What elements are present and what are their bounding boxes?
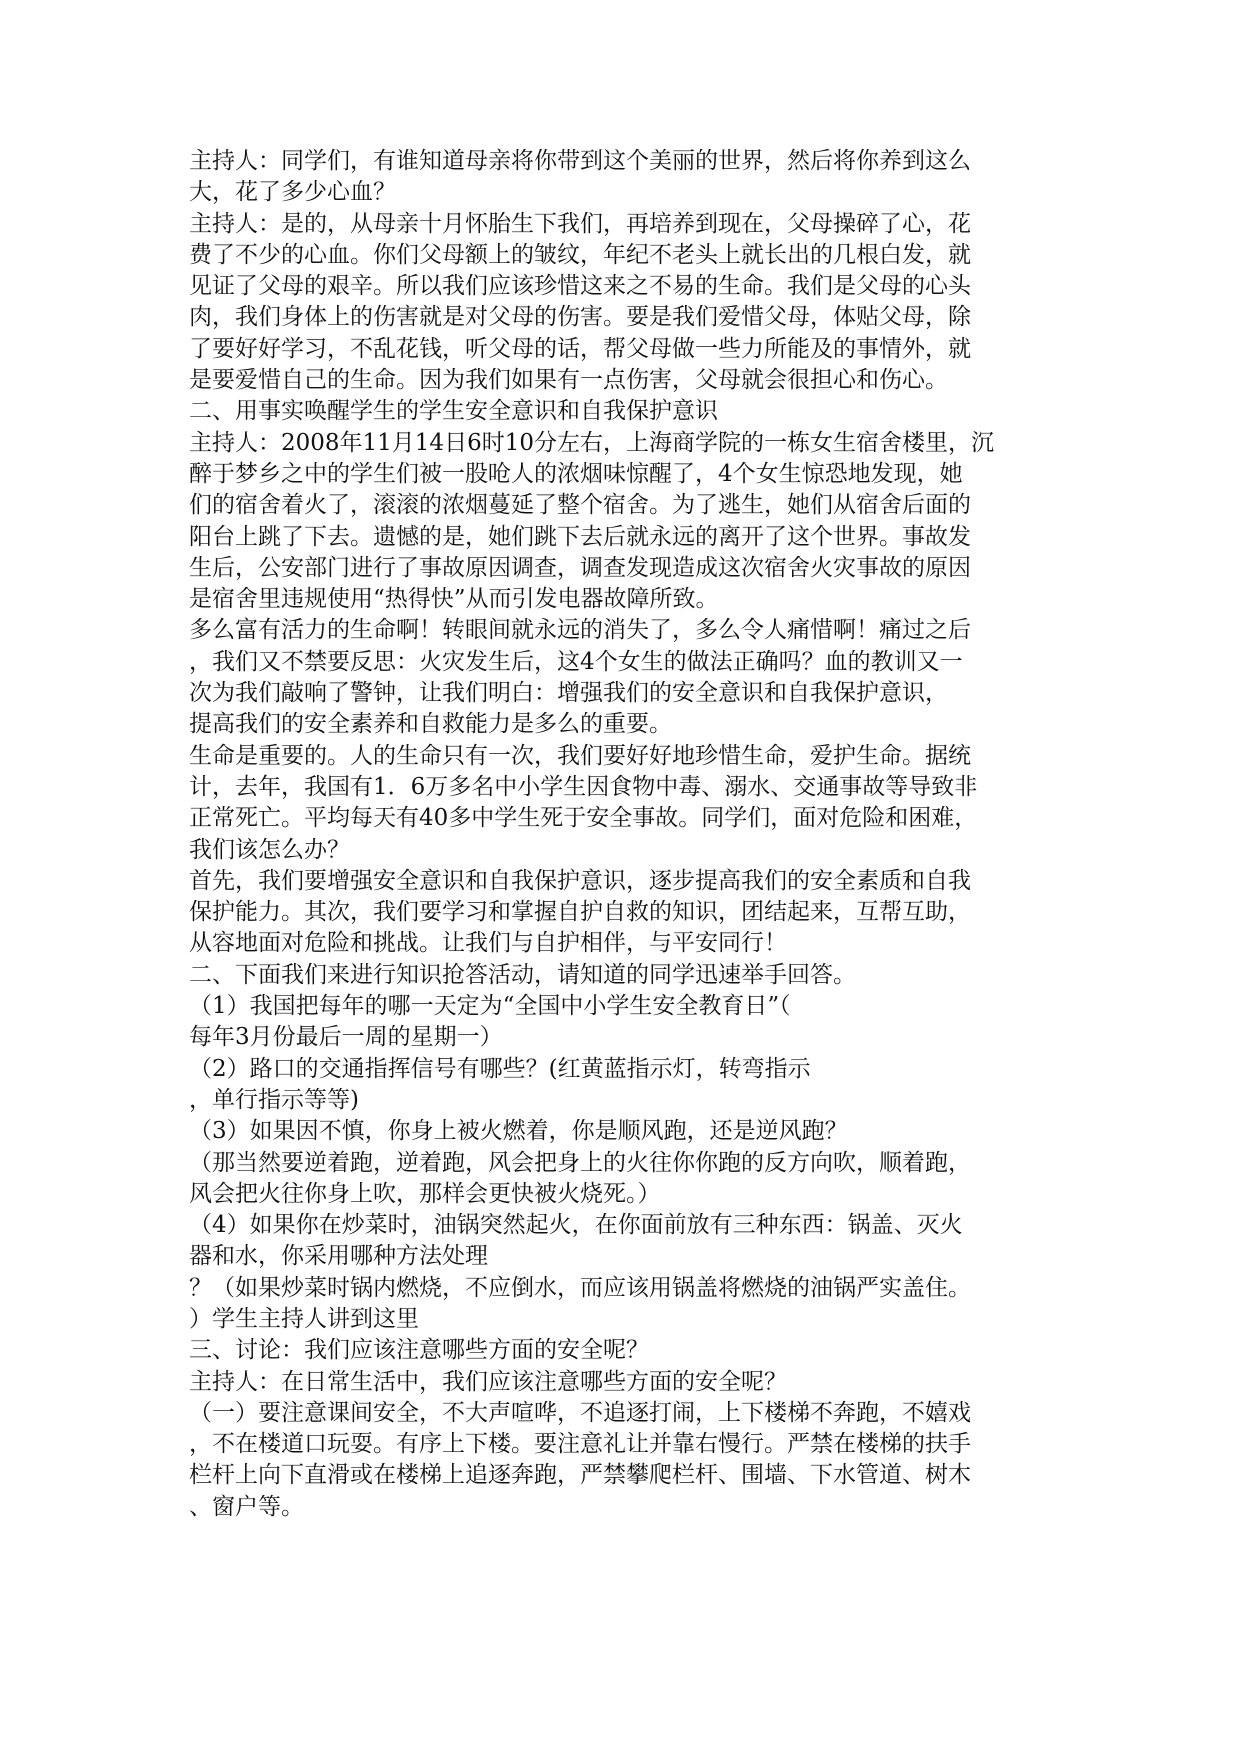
text-line: 生后，公安部门进行了事故原因调查，调查发现造成这次宿舍火灾事故的原因: [189, 554, 971, 581]
text-line: 费了不少的心血。你们父母额上的皱纹，年纪不老头上就长出的几根白发，就: [189, 241, 971, 268]
text-line: 正常死亡。平均每天有40多中学生死于安全事故。同学们，面对危险和困难，: [189, 805, 978, 832]
text-line: （一）要注意课间安全，不大声喧哗，不追逐打闹，上下楼梯不奔跑，不嬉戏: [189, 1399, 971, 1426]
text-line: 提高我们的安全素养和自救能力是多么的重要。: [189, 711, 672, 738]
quiz-answer: 每年3月份最后一周的星期一）: [189, 1024, 503, 1051]
quiz-question: （4）如果你在炒菜时，油锅突然起火，在你面前放有三种东西：锅盖、灭火: [189, 1212, 963, 1239]
section-heading: 三、讨论：我们应该注意哪些方面的安全呢？: [189, 1337, 649, 1364]
text-line: 主持人：在日常生活中，我们应该注意哪些方面的安全呢？: [189, 1368, 787, 1395]
text-line: 次为我们敲响了警钟，让我们明白：增强我们的安全意识和自我保护意识，: [189, 680, 948, 707]
text-line: 栏杆上向下直滑或在楼梯上追逐奔跑，严禁攀爬栏杆、围墙、下水管道、树木: [189, 1462, 971, 1489]
text-line: 计，去年，我国有1．6万多名中小学生因食物中毒、溺水、交通事故等导致非: [189, 773, 978, 800]
text-line: ，不在楼道口玩耍。有序上下楼。要注意礼让并靠右慢行。严禁在楼梯的扶手: [189, 1431, 971, 1458]
text-line: 主持人：2008年11月14日6时10分左右，上海商学院的一栋女生宿舍楼里，沉: [189, 429, 994, 456]
text-line: 多么富有活力的生命啊！转眼间就永远的消失了，多么令人痛惜啊！痛过之后: [189, 617, 971, 644]
text-line: 大，花了多少心血？: [189, 179, 396, 206]
quiz-answer: ）学生主持人讲到这里: [189, 1305, 419, 1332]
text-line: ，我们又不禁要反思：火灾发生后，这4个女生的做法正确吗？血的教训又一: [189, 648, 963, 675]
text-line: 保护能力。其次，我们要学习和掌握自护自救的知识，团结起来，互帮互助，: [189, 899, 971, 926]
text-line: 肉，我们身体上的伤害就是对父母的伤害。要是我们爱惜父母，体贴父母，除: [189, 304, 971, 331]
text-line: 从容地面对危险和挑战。让我们与自护相伴，与平安同行！: [189, 930, 787, 957]
quiz-answer: ？（如果炒菜时锅内燃烧，不应倒水，而应该用锅盖将燃烧的油锅严实盖住。: [189, 1274, 971, 1301]
quiz-answer: （那当然要逆着跑，逆着跑，风会把身上的火往你你跑的反方向吹，顺着跑，: [189, 1149, 971, 1176]
text-line: 阳台上跳了下去。遗憾的是，她们跳下去后就永远的离开了这个世界。事故发: [189, 523, 971, 550]
text-line: 是宿舍里违规使用“热得快”从而引发电器故障所致。: [189, 586, 719, 613]
text-line: 、窗户等。: [189, 1493, 304, 1520]
text-line: 主持人：同学们，有谁知道母亲将你带到这个美丽的世界，然后将你养到这么: [189, 148, 971, 174]
quiz-question: （2）路口的交通指挥信号有哪些？(红黄蓝指示灯，转弯指示: [189, 1055, 811, 1082]
quiz-answer: 风会把火往你身上吹，那样会更快被火烧死。）: [189, 1180, 661, 1207]
section-heading: 二、用事实唤醒学生的学生安全意识和自我保护意识: [189, 398, 718, 425]
text-line: 首先，我们要增强安全意识和自我保护意识，逐步提高我们的安全素质和自我: [189, 867, 971, 894]
text-line: 我们该怎么办？: [189, 836, 350, 863]
text-line: 是要爱惜自己的生命。因为我们如果有一点伤害，父母就会很担心和伤心。: [189, 367, 948, 394]
text-line: 们的宿舍着火了，滚滚的浓烟蔓延了整个宿舍。为了逃生，她们从宿舍后面的: [189, 492, 971, 519]
section-heading: 二、下面我们来进行知识抢答活动，请知道的同学迅速举手回答。: [189, 961, 856, 988]
text-line: 主持人：是的，从母亲十月怀胎生下我们，再培养到现在，父母操碎了心，花: [189, 210, 971, 237]
quiz-question: （3）如果因不慎，你身上被火燃着，你是顺风跑，还是逆风跑？: [189, 1118, 848, 1145]
quiz-question: （1）我国把每年的哪一天定为“全国中小学生安全教育日”（: [189, 993, 791, 1020]
text-line: 醉于梦乡之中的学生们被一股呛人的浓烟味惊醒了，4个女生惊恐地发现，她: [189, 460, 963, 487]
text-line: 生命是重要的。人的生命只有一次，我们要好好地珍惜生命，爱护生命。据统: [189, 742, 971, 769]
quiz-answer: ，单行指示等等): [189, 1086, 359, 1113]
text-line: 了要好好学习，不乱花钱，听父母的话，帮父母做一些力所能及的事情外，就: [189, 335, 971, 362]
document-page: [189, 146, 1053, 1523]
text-line: 见证了父母的艰辛。所以我们应该珍惜这来之不易的生命。我们是父母的心头: [189, 273, 971, 300]
quiz-question: 器和水，你采用哪种方法处理: [189, 1243, 488, 1270]
